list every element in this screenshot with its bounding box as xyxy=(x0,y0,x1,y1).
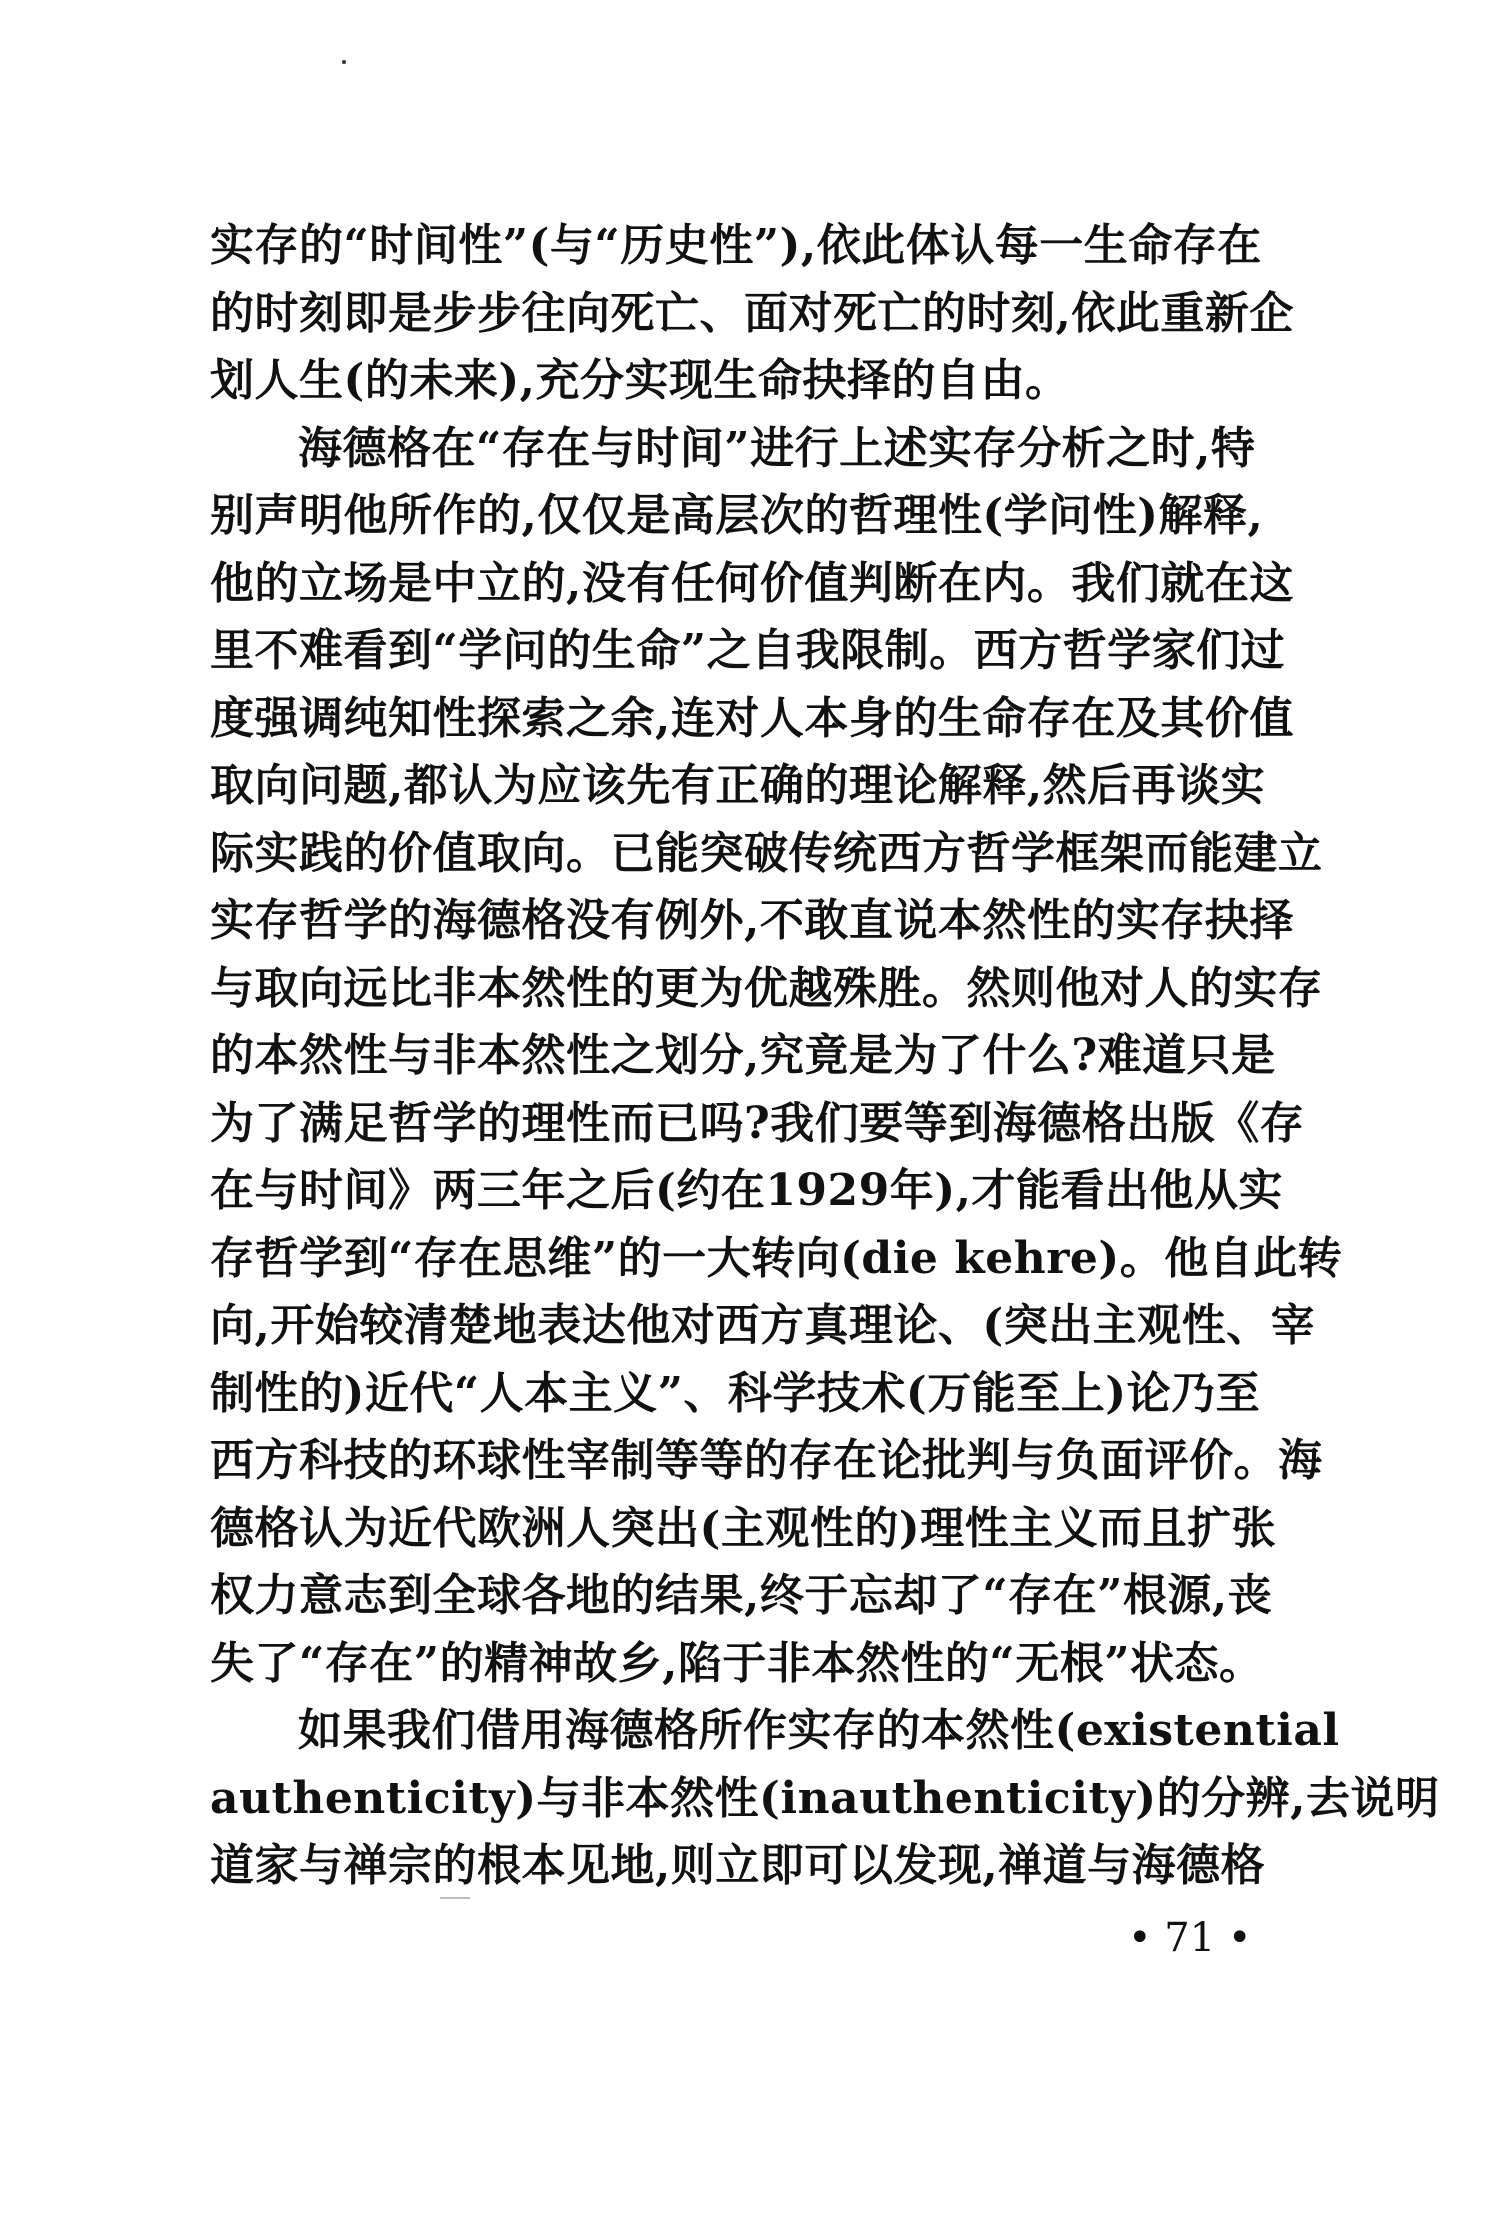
text-line: 德格认为近代欧洲人突出(主观性的)理性主义而且扩张 xyxy=(210,1502,1277,1554)
text-line: 在与时间》两三年之后(约在1929年),才能看出他从实 xyxy=(210,1165,1283,1216)
text-line: 实存的“时间性”(与“历史性”),依此体认每一生命存在 xyxy=(210,220,1262,271)
paragraph-start-line: 如果我们借用海德格所作实存的本然性(existential xyxy=(298,1705,1340,1756)
text-line: 划人生(的未来),充分实现生命抉择的自由。 xyxy=(210,355,1070,406)
text-line: 取向问题,都认为应该先有正确的理论解释,然后再谈实 xyxy=(210,760,1266,811)
body-text xyxy=(210,212,1440,1900)
text-line: 与取向远比非本然性的更为优越殊胜。然则他对人的实存 xyxy=(210,962,1323,1014)
page-number: • 71 • xyxy=(1128,1915,1252,1961)
text-line: 别声明他所作的,仅仅是高层次的哲理性(学问性)解释, xyxy=(210,490,1264,541)
text-line: 制性的)近代“人本主义”、科学技术(万能至上)论乃至 xyxy=(210,1367,1261,1419)
text-line: 西方科技的环球性宰制等等的存在论批判与负面评价。海 xyxy=(210,1435,1323,1486)
text-line: 实存哲学的海德格没有例外,不敢直说本然性的实存抉择 xyxy=(210,895,1294,946)
text-line: 度强调纯知性探索之余,连对人本身的生命存在及其价值 xyxy=(210,692,1294,744)
text-line: authenticity)与非本然性(inauthenticity)的分辨,去说明 xyxy=(210,1772,1440,1824)
text-line: 道家与禅宗的根本见地,则立即可以发现,禅道与海德格 xyxy=(210,1840,1266,1891)
text-line: 的本然性与非本然性之划分,究竟是为了什么?难道只是 xyxy=(210,1030,1276,1081)
scan-speck xyxy=(342,60,346,64)
text-line: 际实践的价值取向。已能突破传统西方哲学框架而能建立 xyxy=(210,827,1323,879)
text-line: 他的立场是中立的,没有任何价值判断在内。我们就在这 xyxy=(210,557,1294,609)
text-line: 存哲学到“存在思维”的一大转向(die kehre)。他自此转 xyxy=(210,1232,1343,1284)
text-line: 的时刻即是步步往向死亡、面对死亡的时刻,依此重新企 xyxy=(210,287,1294,339)
text-line: 失了“存在”的精神故乡,陷于非本然性的“无根”状态。 xyxy=(210,1637,1264,1689)
text-line: 里不难看到“学问的生命”之自我限制。西方哲学家们过 xyxy=(210,625,1286,676)
scan-mark xyxy=(440,1897,470,1899)
text-line: 权力意志到全球各地的结果,终于忘却了“存在”根源,丧 xyxy=(210,1570,1273,1621)
text-line: 向,开始较清楚地表达他对西方真理论、(突出主观性、宰 xyxy=(210,1300,1316,1351)
paragraph-start-line: 海德格在“存在与时间”进行上述实存分析之时,特 xyxy=(298,422,1256,474)
text-line: 为了满足哲学的理性而已吗?我们要等到海德格出版《存 xyxy=(210,1097,1305,1149)
